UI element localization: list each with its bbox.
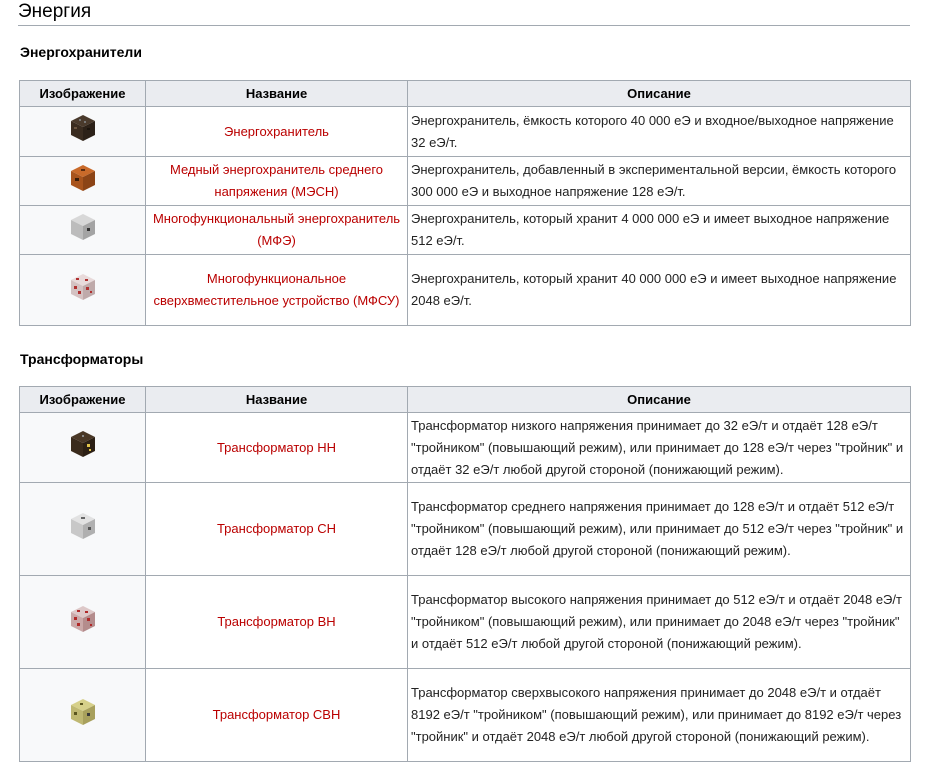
column-header-description: Описание	[408, 81, 911, 107]
mfe-block-icon[interactable]	[68, 212, 98, 249]
storage-heading: Энергохранители	[20, 44, 142, 60]
image-cell	[20, 413, 146, 483]
name-cell	[146, 413, 408, 483]
table-row	[20, 255, 911, 326]
image-cell	[20, 255, 146, 326]
item-link[interactable]: Многофункциональный энергохранитель (МФЭ)	[152, 211, 401, 248]
image-cell	[20, 206, 146, 255]
mv-transformer-icon[interactable]	[68, 511, 98, 548]
column-header-image: Изображение	[20, 387, 146, 413]
item-link[interactable]: Трансформатор НН	[216, 439, 337, 455]
description-cell: Энергохранитель, ёмкость которого 40 000 еЭ и входное/выходное напряжение 32 еЭ/т.	[408, 107, 911, 157]
name-cell	[146, 669, 408, 762]
description-cell: Энергохранитель, который хранит 4 000 000 еЭ и имеет выходное напряжение 512 еЭ/т.	[408, 206, 911, 255]
ev-transformer-icon[interactable]	[68, 697, 98, 734]
table-header-row	[20, 81, 911, 107]
item-link[interactable]: Многофункциональное сверхвместительное устройство (МФСУ)	[153, 271, 400, 308]
description-cell: Трансформатор среднего напряжения принимает до 128 еЭ/т и отдаёт 512 еЭ/т "тройником" (повышающий режим), или принимает до 512 еЭ/т через "тройник" и отдаёт 128 еЭ/т любой другой стороной (понижающий режим).	[408, 483, 911, 576]
item-link[interactable]: Энергохранитель	[224, 123, 329, 139]
name-cell	[146, 157, 408, 206]
batbox-block-icon[interactable]	[68, 113, 98, 150]
lv-transformer-icon[interactable]	[68, 429, 98, 466]
table-row	[20, 206, 911, 255]
table-row	[20, 107, 911, 157]
description-cell: Энергохранитель, который хранит 40 000 000 еЭ и имеет выходное напряжение 2048 еЭ/т.	[408, 255, 911, 326]
hv-transformer-icon[interactable]	[68, 604, 98, 641]
mfsu-block-icon[interactable]	[68, 272, 98, 309]
column-header-image: Изображение	[20, 81, 146, 107]
item-link[interactable]: Медный энергохранитель среднего напряжения (МЭСН)	[169, 162, 384, 199]
name-cell	[146, 107, 408, 157]
transformers-heading: Трансформаторы	[20, 351, 144, 367]
image-cell	[20, 576, 146, 669]
name-cell	[146, 483, 408, 576]
name-cell	[146, 576, 408, 669]
column-header-name: Название	[146, 81, 408, 107]
column-header-description: Описание	[408, 387, 911, 413]
storage-table	[19, 80, 911, 326]
table-row	[20, 157, 911, 206]
table-header-row	[20, 387, 911, 413]
image-cell	[20, 107, 146, 157]
cesu-block-icon[interactable]	[68, 163, 98, 200]
table-row	[20, 413, 911, 483]
description-cell: Трансформатор сверхвысокого напряжения принимает до 2048 еЭ/т и отдаёт 8192 еЭ/т "тройником" (повышающий режим), или принимает до 8192 еЭ/т через "тройник" и отдаёт 2048 еЭ/т любой другой стороной (понижающий режим).	[408, 669, 911, 762]
item-link[interactable]: Трансформатор ВН	[217, 614, 336, 629]
image-cell	[20, 483, 146, 576]
item-link[interactable]: Трансформатор СВН	[212, 707, 341, 722]
name-cell	[146, 206, 408, 255]
description-cell: Трансформатор высокого напряжения принимает до 512 еЭ/т и отдаёт 2048 еЭ/т "тройником" (повышающий режим), или принимает до 2048 еЭ/т через "тройник" и отдаёт 512 еЭ/т любой другой стороной (понижающий режим).	[408, 576, 911, 669]
item-link[interactable]: Трансформатор СН	[216, 521, 337, 536]
table-row	[20, 483, 911, 576]
transformers-table	[19, 386, 911, 762]
name-cell	[146, 255, 408, 326]
image-cell	[20, 669, 146, 762]
description-cell: Трансформатор низкого напряжения принимает до 32 еЭ/т и отдаёт 128 еЭ/т "тройником" (повышающий режим), или принимает до 128 еЭ/т через "тройник" и отдаёт 32 еЭ/т любой другой стороной (понижающий режим).	[408, 413, 911, 483]
table-row	[20, 576, 911, 669]
section-title: Энергия	[18, 0, 910, 26]
image-cell	[20, 157, 146, 206]
table-row	[20, 669, 911, 762]
column-header-name: Название	[146, 387, 408, 413]
description-cell: Энергохранитель, добавленный в экспериментальной версии, ёмкость которого 300 000 еЭ и выходное напряжение 128 еЭ/т.	[408, 157, 911, 206]
